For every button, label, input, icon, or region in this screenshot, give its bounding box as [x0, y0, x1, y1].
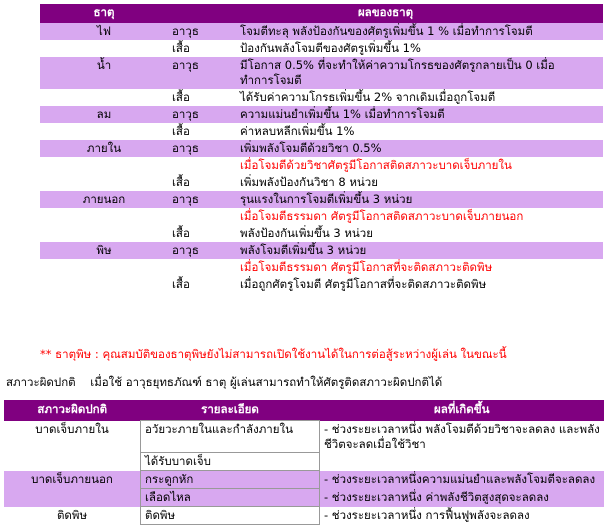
element-row	[40, 157, 603, 174]
effect-text: ความแม่นยำเพิ่มขึ้น 1% เมื่อทำการโจมตี	[236, 106, 603, 123]
effect-text: เพิ่มพลังป้องกันวิชา 8 หน่วย	[236, 174, 603, 191]
effect-text: เมื่อถูกศัตรูโจมตี ศัตรูมีโอกาสที่จะติดสภาวะติดพิษ	[236, 276, 603, 293]
element-row	[40, 208, 603, 225]
status-chance-text: เมื่อโจมตีธรรมดา ศัตรูมีโอกาสติดสภาวะบาดเจ็บภายนอก	[236, 208, 603, 225]
effect-text: พลังป้องกันเพิ่มขึ้น 3 หน่วย	[236, 225, 603, 242]
status-result	[320, 453, 605, 471]
effect-text: เพิ่มพลังโจมตีด้วยวิชา 0.5%	[236, 140, 603, 157]
equipment-type: อาวุธ	[168, 106, 236, 123]
effect-text: ได้รับค่าความโกรธเพิ่มขึ้น 2% จากเดิมเมื่อถูกโจมตี	[236, 89, 603, 106]
status-effects-table	[4, 400, 604, 525]
element-column-header: ธาตุ	[40, 4, 168, 23]
element-name	[40, 123, 168, 140]
element-name	[40, 276, 168, 293]
equipment-type: เสื้อ	[168, 123, 236, 140]
equipment-type: อาวุธ	[168, 140, 236, 157]
element-row	[40, 140, 603, 157]
status-name	[4, 453, 141, 471]
equipment-type: อาวุธ	[168, 191, 236, 208]
effect-text: พลังโจมตีเพิ่มขึ้น 3 หน่วย	[236, 242, 603, 259]
status-detail: อวัยวะภายในและกำลังภายใน	[141, 421, 320, 453]
element-row	[40, 89, 603, 106]
effect-text: รุนแรงในการโจมตีเพิ่มขึ้น 3 หน่วย	[236, 191, 603, 208]
element-name: ไฟ	[40, 23, 168, 40]
status-intro-label: สภาวะผิดปกติ	[6, 375, 76, 389]
element-row	[40, 259, 603, 276]
equipment-type: อาวุธ	[168, 242, 236, 259]
element-name: ภายนอก	[40, 191, 168, 208]
effect-text: มีโอกาส 0.5% ที่จะทำให้ค่าความโกรธของศัตรูกลายเป็น 0 เมื่อทำการโจมตี	[236, 57, 603, 89]
poison-note: ** ธาตุพิษ : คุณสมบัติของธาตุพิษยังไม่สามารถเปิดใช้งานได้ในการต่อสู้ระหว่างผู้เล่น ในขณะนี้	[40, 347, 507, 361]
element-name	[40, 208, 168, 225]
element-row	[40, 57, 603, 89]
element-row	[40, 242, 603, 259]
element-row	[40, 23, 603, 40]
status-name: บาดเจ็บภายนอก	[4, 471, 141, 489]
element-name: ลม	[40, 106, 168, 123]
element-row	[40, 40, 603, 57]
equipment-type: เสื้อ	[168, 40, 236, 57]
status-detail: เลือดไหล	[141, 489, 320, 507]
status-name	[4, 489, 141, 507]
status-result: - ช่วงระยะเวลาหนึ่ง ค่าพลังชีวิตสูงสุดจะลดลง	[320, 489, 605, 507]
effect-text: ค่าหลบหลีกเพิ่มขึ้น 1%	[236, 123, 603, 140]
status-detail: กระดูกหัก	[141, 471, 320, 489]
effect-column-header: ผลของธาตุ	[168, 4, 603, 23]
equipment-type: อาวุธ	[168, 23, 236, 40]
equipment-type	[168, 259, 236, 276]
element-row	[40, 174, 603, 191]
status-row	[4, 507, 604, 525]
element-name	[40, 40, 168, 57]
status-result: - ช่วงระยะเวลาหนึ่ง การฟื้นฟูพลังจะลดลง	[320, 507, 605, 525]
equipment-type: เสื้อ	[168, 276, 236, 293]
status-column-header: สภาวะผิดปกติ	[4, 400, 141, 421]
effect-text: โจมตีทะลุ พลังป้องกันของศัตรูเพิ่มขึ้น 1 % เมื่อทำการโจมตี	[236, 23, 603, 40]
status-row	[4, 471, 604, 489]
equipment-type	[168, 157, 236, 174]
status-result: - ช่วงระยะเวลาหนึ่งความแม่นยำและพลังโจมตีจะลดลง	[320, 471, 605, 489]
status-intro-text: เมื่อใช้ อาวุธยุทธภัณฑ์ ธาตุ ผู้เล่นสามารถทำให้ศัตรูติดสภาวะผิดปกติได้	[90, 375, 443, 389]
element-name	[40, 157, 168, 174]
status-chance-text: เมื่อโจมตีด้วยวิชาศัตรูมีโอกาสติดสภาวะบาดเจ็บภายใน	[236, 157, 603, 174]
status-detail: ติดพิษ	[141, 507, 320, 525]
equipment-type: เสื้อ	[168, 89, 236, 106]
status-name: บาดเจ็บภายใน	[4, 421, 141, 453]
element-name: ภายใน	[40, 140, 168, 157]
status-result: - ช่วงระยะเวลาหนึ่ง พลังโจมตีด้วยวิชาจะลดลง และพลังชีวิตจะลดเมื่อใช้วิชา	[320, 421, 605, 453]
result-column-header: ผลที่เกิดขึ้น	[320, 400, 605, 421]
status-row	[4, 421, 604, 453]
status-row	[4, 489, 604, 507]
element-name: พิษ	[40, 242, 168, 259]
status-row	[4, 453, 604, 471]
element-name	[40, 174, 168, 191]
effect-text: ป้องกันพลังโจมตีของศัตรูเพิ่มขึ้น 1%	[236, 40, 603, 57]
element-row	[40, 191, 603, 208]
element-row	[40, 276, 603, 293]
element-table-header	[40, 4, 603, 23]
status-name: ติดพิษ	[4, 507, 141, 525]
equipment-type: เสื้อ	[168, 225, 236, 242]
status-detail: ได้รับบาดเจ็บ	[141, 453, 320, 471]
element-row	[40, 106, 603, 123]
element-name	[40, 225, 168, 242]
element-name: น้ำ	[40, 57, 168, 89]
element-row	[40, 123, 603, 140]
equipment-type: อาวุธ	[168, 57, 236, 89]
element-row	[40, 225, 603, 242]
element-effects-table	[40, 4, 603, 293]
status-table-header	[4, 400, 604, 421]
equipment-type	[168, 208, 236, 225]
equipment-type: เสื้อ	[168, 174, 236, 191]
status-chance-text: เมื่อโจมตีธรรมดา ศัตรูมีโอกาสที่จะติดสภาวะติดพิษ	[236, 259, 603, 276]
status-intro	[6, 374, 442, 392]
detail-column-header: รายละเอียด	[141, 400, 320, 421]
element-name	[40, 259, 168, 276]
element-name	[40, 89, 168, 106]
